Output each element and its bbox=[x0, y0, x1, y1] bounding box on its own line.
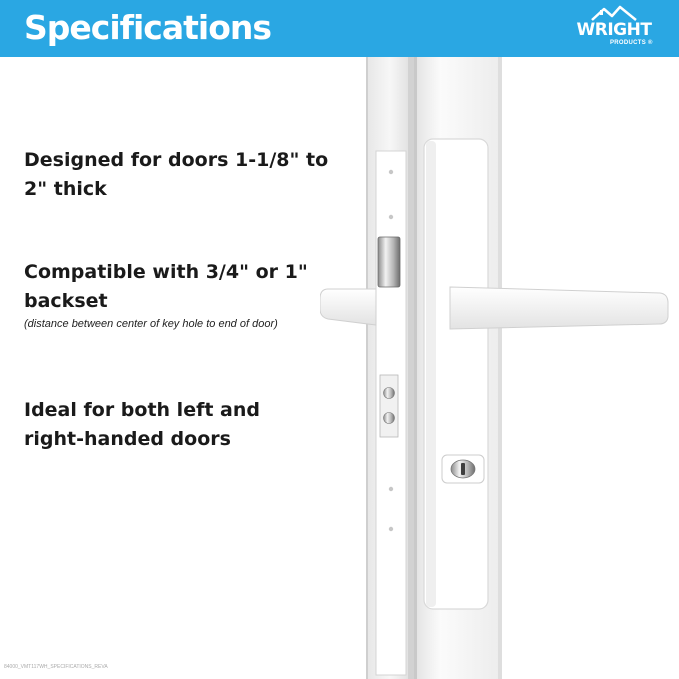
spec-line: right-handed doors bbox=[24, 428, 231, 450]
logo-subtitle: PRODUCTS ® bbox=[610, 40, 653, 46]
spec-line: Ideal for both left and bbox=[24, 399, 260, 421]
door-handle-illustration bbox=[320, 57, 679, 679]
header-banner bbox=[0, 0, 679, 57]
spec-line: 2" thick bbox=[24, 178, 107, 200]
spec-handedness bbox=[24, 396, 260, 454]
spec-line: Compatible with 3/4" or 1" bbox=[24, 261, 308, 283]
page-title: Specifications bbox=[24, 8, 272, 47]
spec-door-thickness bbox=[24, 146, 328, 204]
spec-line: backset bbox=[24, 290, 108, 312]
spec-line: Designed for doors 1-1/8" to bbox=[24, 149, 329, 171]
product-image bbox=[320, 57, 679, 679]
house-roof-icon bbox=[590, 5, 638, 21]
spec-backset-note: (distance between center of key hole to end of door) bbox=[24, 318, 278, 330]
spec-backset bbox=[24, 258, 308, 316]
reference-code: 84000_VMT117WH_SPECIFICATIONS_REVA bbox=[4, 664, 108, 670]
wright-products-logo bbox=[566, 5, 662, 53]
logo-wordmark: WRIGHT bbox=[576, 20, 652, 40]
